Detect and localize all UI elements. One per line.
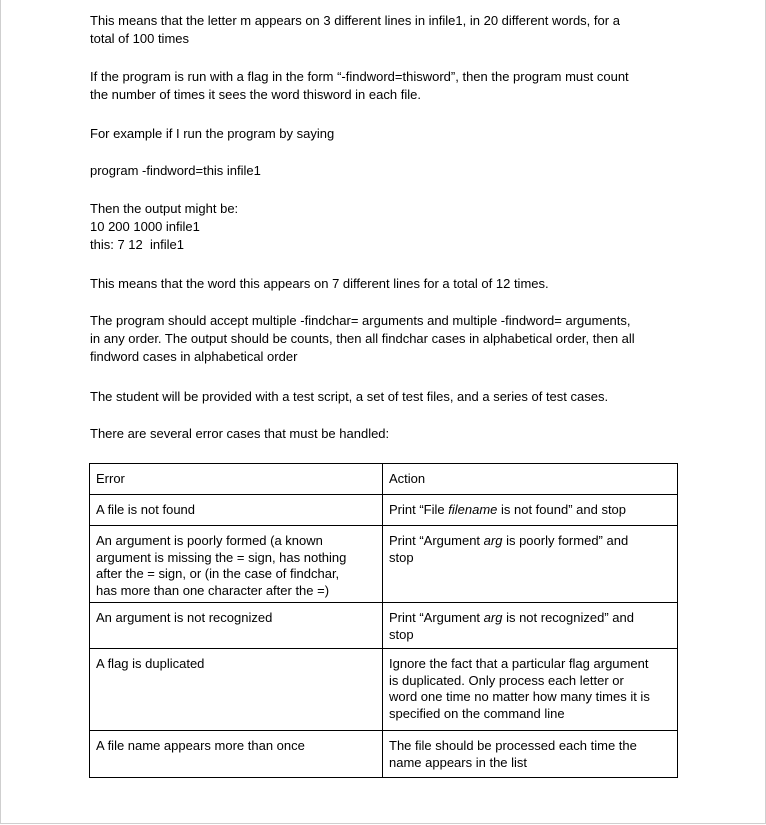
paragraph-example-intro	[90, 125, 690, 143]
text-line: The student will be provided with a test script, a set of test files, and a series of test cases.	[90, 389, 609, 404]
text-line: total of 100 times	[90, 31, 189, 46]
error-cell	[90, 603, 383, 649]
table-row	[90, 731, 678, 778]
cell-line: word one time no matter how many times it is	[389, 689, 650, 704]
cell-text-italic: arg	[483, 533, 503, 548]
error-cases-table	[89, 463, 678, 778]
cell-text: is not recognized” and	[502, 610, 634, 625]
text-line: This means that the word this appears on 7 different lines for a total of 12 times.	[90, 276, 549, 291]
paragraph-findword-flag	[90, 68, 690, 104]
text-line: The program should accept multiple -findchar= arguments and multiple -findword= arguments,	[90, 313, 631, 328]
cell-line	[389, 610, 671, 627]
error-cell	[90, 731, 383, 778]
cell-text: is poorly formed” and	[502, 533, 629, 548]
paragraph-example-output	[90, 200, 690, 254]
error-cell	[90, 649, 383, 731]
table-row	[90, 649, 678, 731]
text-line: This means that the letter m appears on 3 different lines in infile1, in 20 different words, for a	[90, 13, 620, 28]
cell-text-italic: filename	[448, 502, 498, 517]
cell-line: stop	[389, 626, 414, 642]
text-line: findword cases in alphabetical order	[90, 349, 298, 364]
paragraph-this-meaning	[90, 275, 690, 293]
cell-line: has more than one character after the =)	[96, 582, 330, 598]
action-cell	[383, 495, 678, 526]
text-line: If the program is run with a flag in the form “-findword=thisword”, then the program must count	[90, 69, 629, 84]
cell-line: A flag is duplicated	[96, 656, 205, 671]
action-cell	[383, 731, 678, 778]
paragraph-letter-m-summary	[90, 12, 690, 48]
cell-line: name appears in the list	[389, 754, 528, 770]
text-line: this: 7 12 infile1	[90, 237, 184, 252]
text-line: the number of times it sees the word thisword in each file.	[90, 87, 421, 102]
text-line: Then the output might be:	[90, 201, 239, 216]
table-row	[90, 526, 678, 603]
cell-line: A file name appears more than once	[96, 738, 305, 753]
text-line: For example if I run the program by saying	[90, 126, 335, 141]
cell-line: after the = sign, or (in the case of findchar,	[96, 566, 340, 581]
cell-line: specified on the command line	[389, 705, 565, 721]
action-cell	[383, 603, 678, 649]
paragraph-multiple-arguments	[90, 312, 690, 366]
text-line: in any order. The output should be counts, then all findchar cases in alphabetical order, then all	[90, 331, 635, 346]
table-header-error: Error	[90, 464, 383, 495]
paragraph-example-command	[90, 162, 690, 180]
text-line: program -findword=this infile1	[90, 163, 261, 178]
cell-text: Print “Argument	[389, 610, 484, 625]
cell-line: A file is not found	[96, 502, 196, 517]
cell-line: stop	[389, 549, 414, 565]
cell-line	[389, 533, 671, 550]
table-row	[90, 603, 678, 649]
text-line: 10 200 1000 infile1	[90, 219, 200, 234]
paragraph-error-cases-intro	[90, 425, 690, 443]
cell-line: The file should be processed each time the	[389, 738, 637, 753]
error-cell	[90, 526, 383, 603]
cell-text: is not found” and stop	[497, 502, 627, 517]
cell-line: An argument is poorly formed (a known	[96, 533, 323, 548]
paragraph-test-script	[90, 388, 690, 406]
cell-text-italic: arg	[483, 610, 503, 625]
text-line: There are several error cases that must be handled:	[90, 426, 390, 441]
table-row	[90, 495, 678, 526]
cell-line: Ignore the fact that a particular flag argument	[389, 656, 649, 671]
cell-line: An argument is not recognized	[96, 610, 273, 625]
table-header-row	[90, 464, 678, 495]
action-cell	[383, 526, 678, 603]
error-cell	[90, 495, 383, 526]
table-header-action: Action	[383, 464, 678, 495]
cell-text: Print “Argument	[389, 533, 484, 548]
action-cell	[383, 649, 678, 731]
cell-line: is duplicated. Only process each letter or	[389, 672, 624, 688]
cell-line: argument is missing the = sign, has nothing	[96, 549, 347, 565]
cell-text: Print “File	[389, 502, 449, 517]
